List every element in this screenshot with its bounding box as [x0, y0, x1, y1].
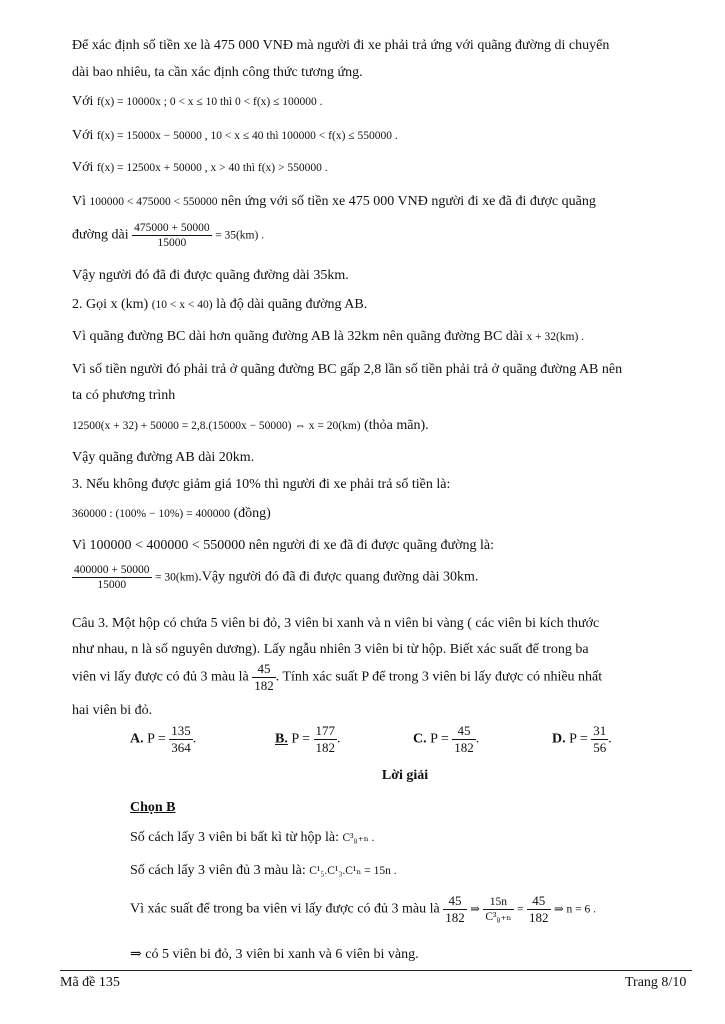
- text-line: Vậy quãng đường AB dài 20km.: [72, 450, 255, 465]
- math: = 30(km): [155, 571, 199, 584]
- text-line: Để xác định số tiền xe là 475 000 VNĐ mà người đi xe phải trả ứng với quãng đường di chuyển: [72, 38, 610, 53]
- text: Với: [72, 94, 94, 109]
- text-line: ta có phương trình: [72, 388, 176, 403]
- question-line: như nhau, n là số nguyên dương). Lấy ngẫu nhiên 3 viên bi từ hộp. Biết xác suất để trong ba: [72, 642, 589, 657]
- footer-divider: [60, 970, 692, 971]
- text: 2. Gọi x (km): [72, 297, 149, 312]
- math: f(x) = 12500x + 50000 , x > 40 thì f(x) > 550000 .: [96, 162, 328, 174]
- fraction: $\frac{475000 + 50000}{15000}$: [134, 222, 210, 249]
- question-line: [72, 661, 602, 694]
- text: Vì: [72, 194, 86, 209]
- math: 100000 < 475000 < 550000: [89, 196, 218, 208]
- math: f(x) = 10000x ; 0 < x ≤ 10 thì 0 < f(x) ≤ 100000 .: [96, 96, 323, 108]
- solution-line: Số cách lấy 3 viên bi bất kì từ hộp là: C³₈₊ₙ .: [130, 830, 375, 845]
- option-b: B. P = $\frac{177}{182}$ .: [275, 723, 341, 755]
- solution-heading: Lời giải: [381, 768, 429, 783]
- text: Vì quãng đường BC dài hơn quãng đường AB là 32km nên quãng đường BC dài: [72, 329, 523, 344]
- text-line: Vì số tiền người đó phải trả ở quãng đường BC gấp 2,8 lần số tiền phải trả ở quãng đường AB nên: [72, 362, 623, 377]
- fraction: $\frac{45}{182}$: [254, 661, 274, 693]
- text: .Vậy người đó đã đi được quang đường dài 30km.: [198, 569, 479, 585]
- text-line: dài bao nhiêu, ta cần xác định công thức tương ứng.: [72, 65, 363, 80]
- question-line: Câu 3. Một hộp có chứa 5 viên bi đỏ, 3 viên bi xanh và n viên bi vàng ( các viên bi kích thước: [72, 616, 600, 631]
- text-line: [72, 93, 323, 111]
- text-line: [72, 505, 271, 523]
- text: . Tính xác suất P để trong 3 viên bi lấy được có nhiều nhất: [275, 669, 603, 685]
- text-line: Vậy người đó đã đi được quãng đường dài 35km.: [72, 268, 349, 283]
- text-line: Vì 100000 < 400000 < 550000 nên người đi xe đã đi được quãng đường là:: [72, 538, 494, 553]
- text-line: [72, 296, 367, 314]
- text-line: [72, 193, 596, 211]
- option-d: D. P = $\frac{31}{56}$ .: [552, 723, 612, 755]
- text: Với: [72, 128, 94, 143]
- footer-page-number: Trang 8/10: [625, 975, 687, 990]
- text: là độ dài quãng đường AB.: [216, 297, 368, 312]
- text-line: [72, 127, 398, 145]
- question-line: hai viên bi đỏ.: [72, 703, 153, 718]
- text-line: [72, 563, 478, 592]
- text: (thỏa mãn).: [364, 418, 429, 433]
- math: 360000 : (100% − 10%) = 400000: [72, 508, 230, 520]
- solution-line: Vì xác suất để trong ba viên vi lấy được có đủ 3 màu là $\frac{45}{182}$ ⇒ $\frac{15n}{\text{C³₈₊ₙ}}$ = $\frac{45}{182}$ ⇒ n = 6 .: [130, 893, 597, 925]
- text: đường dài: [72, 227, 129, 243]
- text-line: [72, 328, 584, 346]
- math: f(x) = 15000x − 50000 , 10 < x ≤ 40 thì 100000 < f(x) ≤ 550000 .: [96, 130, 398, 142]
- text-line: [72, 221, 264, 250]
- footer-exam-code: Mã đề 135: [60, 975, 120, 990]
- math: (10 < x < 40): [151, 299, 213, 311]
- text: viên vi lấy được có đủ 3 màu là: [72, 669, 249, 685]
- text-line: [72, 417, 429, 435]
- text-line: 3. Nếu không được giảm giá 10% thì người đi xe phải trả số tiền là:: [72, 477, 451, 492]
- text: Với: [72, 160, 94, 175]
- solution-line: Số cách lấy 3 viên đủ 3 màu là: C¹₅.C¹₃.C¹ₙ = 15n .: [130, 863, 397, 878]
- solution-line: ⇒ có 5 viên bi đỏ, 3 viên bi xanh và 6 viên bi vàng.: [130, 947, 419, 962]
- math: 12500(x + 32) + 50000 = 2,8.(15000x − 50000) ⇔ x = 20(km): [72, 420, 361, 432]
- text: (đồng): [233, 506, 271, 521]
- chosen-answer: Chọn B: [130, 800, 176, 815]
- fraction: $\frac{400000 + 50000}{15000}$: [74, 564, 150, 591]
- option-a: A. P = $\frac{135}{364}$ .: [130, 723, 197, 755]
- text: nên ứng với số tiền xe 475 000 VNĐ người đi xe đã đi được quãng: [220, 194, 596, 209]
- math: x + 32(km) .: [526, 331, 585, 343]
- option-c: C. P = $\frac{45}{182}$ .: [413, 723, 480, 755]
- text-line: [72, 159, 328, 177]
- math: = 35(km) .: [215, 229, 265, 242]
